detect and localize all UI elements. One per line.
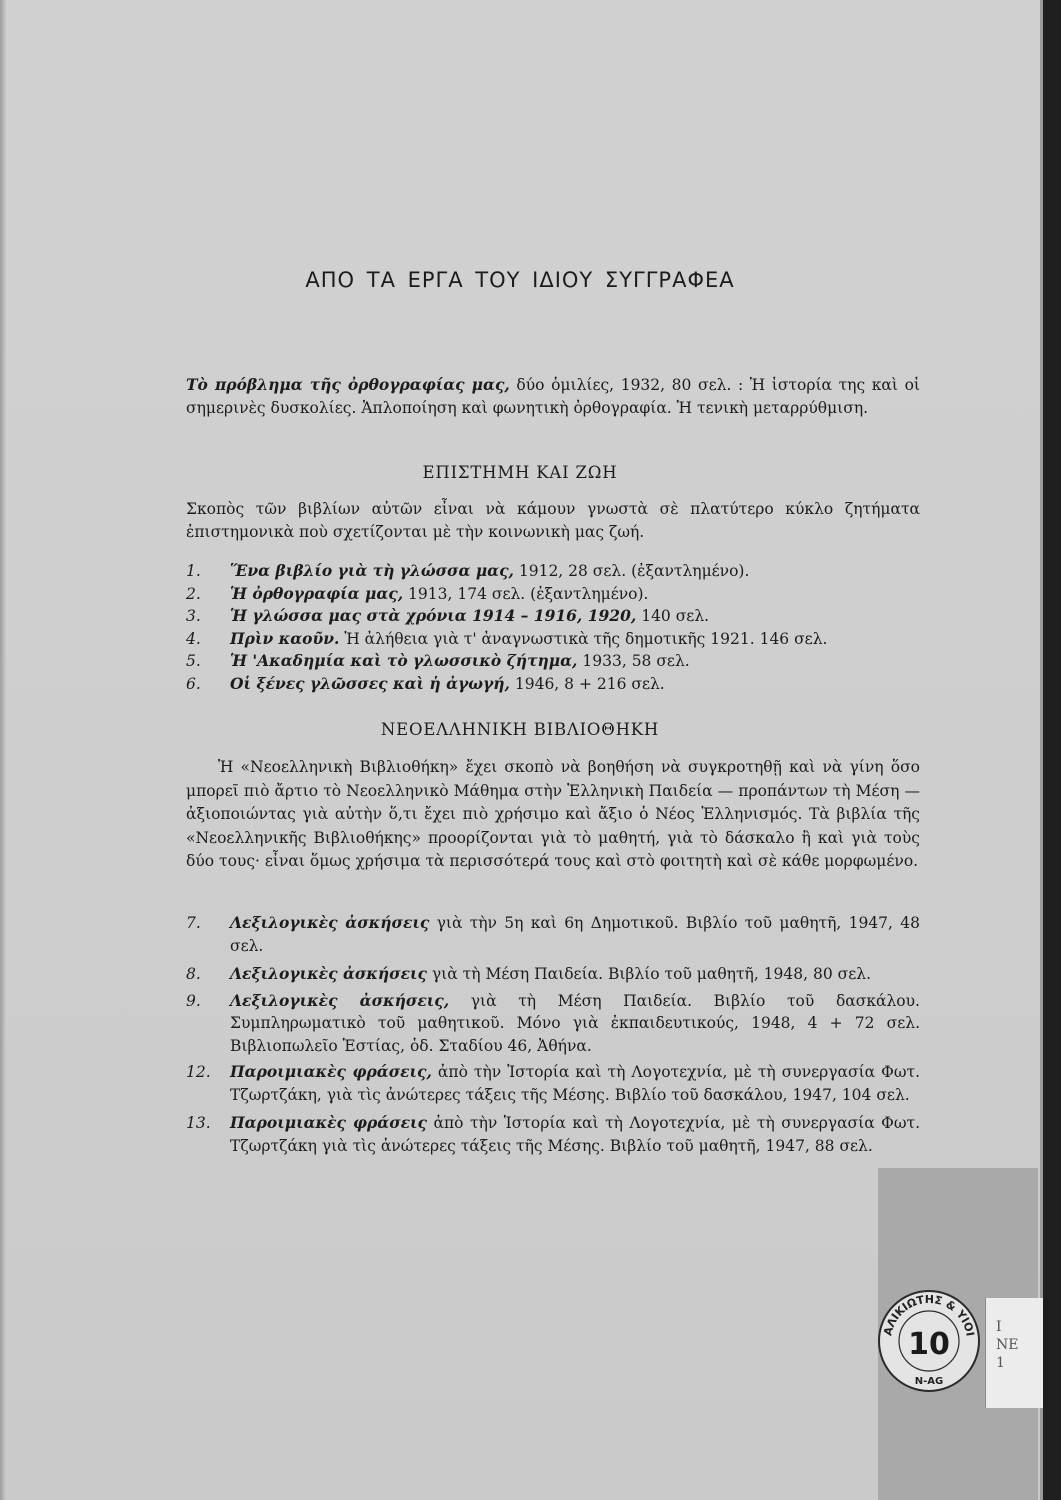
intro-text: δύο ὁμιλίες, 1932, 80 σελ. : Ἡ ἱστορία της καὶ οἱ σημερινὲς δυσκολίες. Ἁπλοποίηση καὶ φωνητικὴ ὀρθογραφία. Ἡ τενικὴ μεταρρύθμιση. [186, 376, 920, 417]
item-text: 140 σελ. [641, 607, 710, 625]
label-line: ΝΕ [996, 1337, 1019, 1353]
section-title-episteme: ΕΠΙΣΤΗΜΗ ΚΑΙ ΖΩΗ [422, 463, 618, 482]
item-text: ἀπὸ τὴν Ἱστορία καὶ τὴ Λογοτεχνία, μὲ τὴ συνεργασία Φωτ. Τζωρτζάκη, γιὰ τὶς ἀνώτερες τάξεις τῆς Μέσης. Βιβλίο τοῦ δασκάλου, 1947, 104 σελ. [230, 1063, 921, 1104]
stamp-number: 10 [908, 1327, 950, 1362]
item-text: γιὰ τὴν 5η καὶ 6η Δημοτικοῦ. Βιβλίο τοῦ μαθητῆ, 1947, 48 σελ. [230, 914, 920, 955]
item-text: 1912, 28 σελ. (ἐξαντλημένο). [518, 562, 750, 580]
list-item [186, 583, 920, 606]
item-text: γιὰ τὴ Μέση Παιδεία. Βιβλίο τοῦ μαθητῆ, 1948, 80 σελ. [431, 965, 871, 983]
list-item [186, 912, 920, 957]
item-title: Παροιμιακὲς φράσεις [230, 1113, 427, 1132]
list-item [186, 673, 920, 696]
item-number: 4. [186, 629, 201, 648]
list-item [186, 560, 920, 583]
page-title: ΑΠΟ ΤΑ ΕΡΓΑ ΤΟΥ ΙΔΙΟΥ ΣΥΓΓΡΑΦΕΑ [305, 268, 735, 292]
item-title: Πρὶν καοῦν. [230, 628, 340, 648]
list-item [186, 1112, 920, 1157]
label-line: Ι [996, 1319, 1002, 1335]
intro-book-title: Τὸ πρόβλημα τῆς ὀρθογραφίας μας, [186, 375, 510, 394]
item-text: 1946, 8 + 216 σελ. [514, 674, 665, 693]
item-text: Ἡ ἀλήθεια γιὰ τ' ἀναγνωστικὰ τῆς δημοτικῆς 1921. 146 σελ. [344, 629, 828, 648]
item-title: Λεξιλογικὲς ἀσκήσεις, [230, 990, 450, 1010]
item-title: Λεξιλογικὲς ἀσκήσεις [230, 913, 430, 932]
item-number: 7. [186, 914, 201, 932]
item-title: Ἕνα βιβλίο γιὰ τὴ γλώσσα μας, [230, 561, 514, 580]
item-number: 8. [186, 965, 201, 983]
stamp-bottom-text: N-AG [914, 1376, 944, 1387]
item-text: 1913, 174 σελ. (ἐξαντλημένο). [408, 584, 649, 603]
item-number: 1. [186, 562, 201, 580]
item-text: ἀπὸ τὴν Ἱστορία καὶ τὴ Λογοτεχνία, μὲ τὴ συνεργασία Φωτ. Τζωρτζάκη γιὰ τὶς ἀνώτερες τάξεις τῆς Μέσης. Βιβλίο τοῦ μαθητῆ, 1947, 88 σελ. [230, 1114, 921, 1155]
item-number: 2. [186, 584, 201, 603]
item-number: 9. [186, 991, 201, 1010]
item-number: 12. [186, 1063, 211, 1081]
item-title: Λεξιλογικὲς ἀσκήσεις [230, 964, 427, 983]
label-line: 1 [996, 1355, 1005, 1371]
list-item [186, 605, 920, 628]
item-title: Ἡ ὀρθογραφία μας, [230, 583, 404, 603]
section-title-vivliothiki: ΝΕΟΕΛΛΗΝΙΚΗ ΒΙΒΛΙΟΘΗΚΗ [380, 720, 660, 739]
item-number: 13. [186, 1114, 211, 1132]
list-item [186, 628, 920, 651]
page-spine [0, 0, 6, 1500]
item-text: γιὰ τὴ Μέση Παιδεία. Βιβλίο τοῦ δασκάλου. Συμπληρωματικὸ τοῦ μαθητικοῦ. Μόνο γιὰ ἐκπαιδευτικούς, 1948, 4 + 72 σελ. Βιβλιοπωλεῖο Ἑστίας, ὁδ. Σταδίου 46, Ἀθήνα. [230, 991, 920, 1055]
list-vivliothiki [186, 912, 920, 1157]
intro-paragraph [186, 374, 920, 419]
list-item [186, 1061, 920, 1106]
item-text: 1933, 58 σελ. [582, 652, 690, 670]
stamp-text: ΑΛΙΚΙΩΤΗΣ & ΥΙΟΙ [881, 1292, 977, 1338]
list-item [186, 990, 920, 1058]
library-label [985, 1298, 1043, 1408]
section-episteme-description: Σκοπὸς τῶν βιβλίων αὐτῶν εἶναι νὰ κάμουν γνωστὰ σὲ πλατύτερο κύκλο ζητήματα ἐπιστημονικὰ ποὺ σχετίζονται μὲ τὴν κοινωνικὴ μας ζωή. [186, 500, 920, 541]
item-title: Παροιμιακὲς φράσεις, [230, 1062, 432, 1081]
item-title: Ἡ γλώσσα μας στὰ χρόνια 1914 – 1916, 1920, [230, 606, 637, 625]
item-title: Ἡ 'Ακαδημία καὶ τὸ γλωσσικὸ ζήτημα, [230, 651, 578, 670]
item-title: Οἱ ξένες γλῶσσες καὶ ἡ ἀγωγή, [230, 673, 510, 693]
item-number: 3. [186, 607, 201, 625]
item-number: 6. [186, 674, 201, 693]
list-item [186, 963, 920, 986]
list-item [186, 650, 920, 673]
section-vivliothiki-description: Ἡ «Νεοελληνικὴ Βιβλιοθήκη» ἔχει σκοπὸ νὰ βοηθήση νὰ συγκροτηθῇ καὶ νὰ γίνη ὅσο μπορεῖ πιὸ ἄρτιο τὸ Νεοελληνικὸ Μάθημα στὴν Ἑλληνικὴ Παιδεία — προπάντων τὴ Μέση — ἀξιοποιώντας γιὰ αὐτὴν ὅ,τι ἔχει πιὸ χρήσιμο καὶ ἄξιο ὁ Νέος Ἑλληνισμός. Τὰ βιβλία τῆς «Νεοελληνικῆς Βιβλιοθήκης» προορίζονται γιὰ τὸ μαθητή, γιὰ τὸ δάσκαλο ἢ καὶ γιὰ τοὺς δύο τους· εἶναι ὅμως χρήσιμα τὰ περισσότερά τους καὶ στὸ φοιτητὴ καὶ σὲ κάθε μορφωμένο. [186, 758, 920, 870]
item-number: 5. [186, 652, 201, 670]
list-episteme [186, 560, 920, 695]
bookseller-stamp [876, 1288, 982, 1394]
